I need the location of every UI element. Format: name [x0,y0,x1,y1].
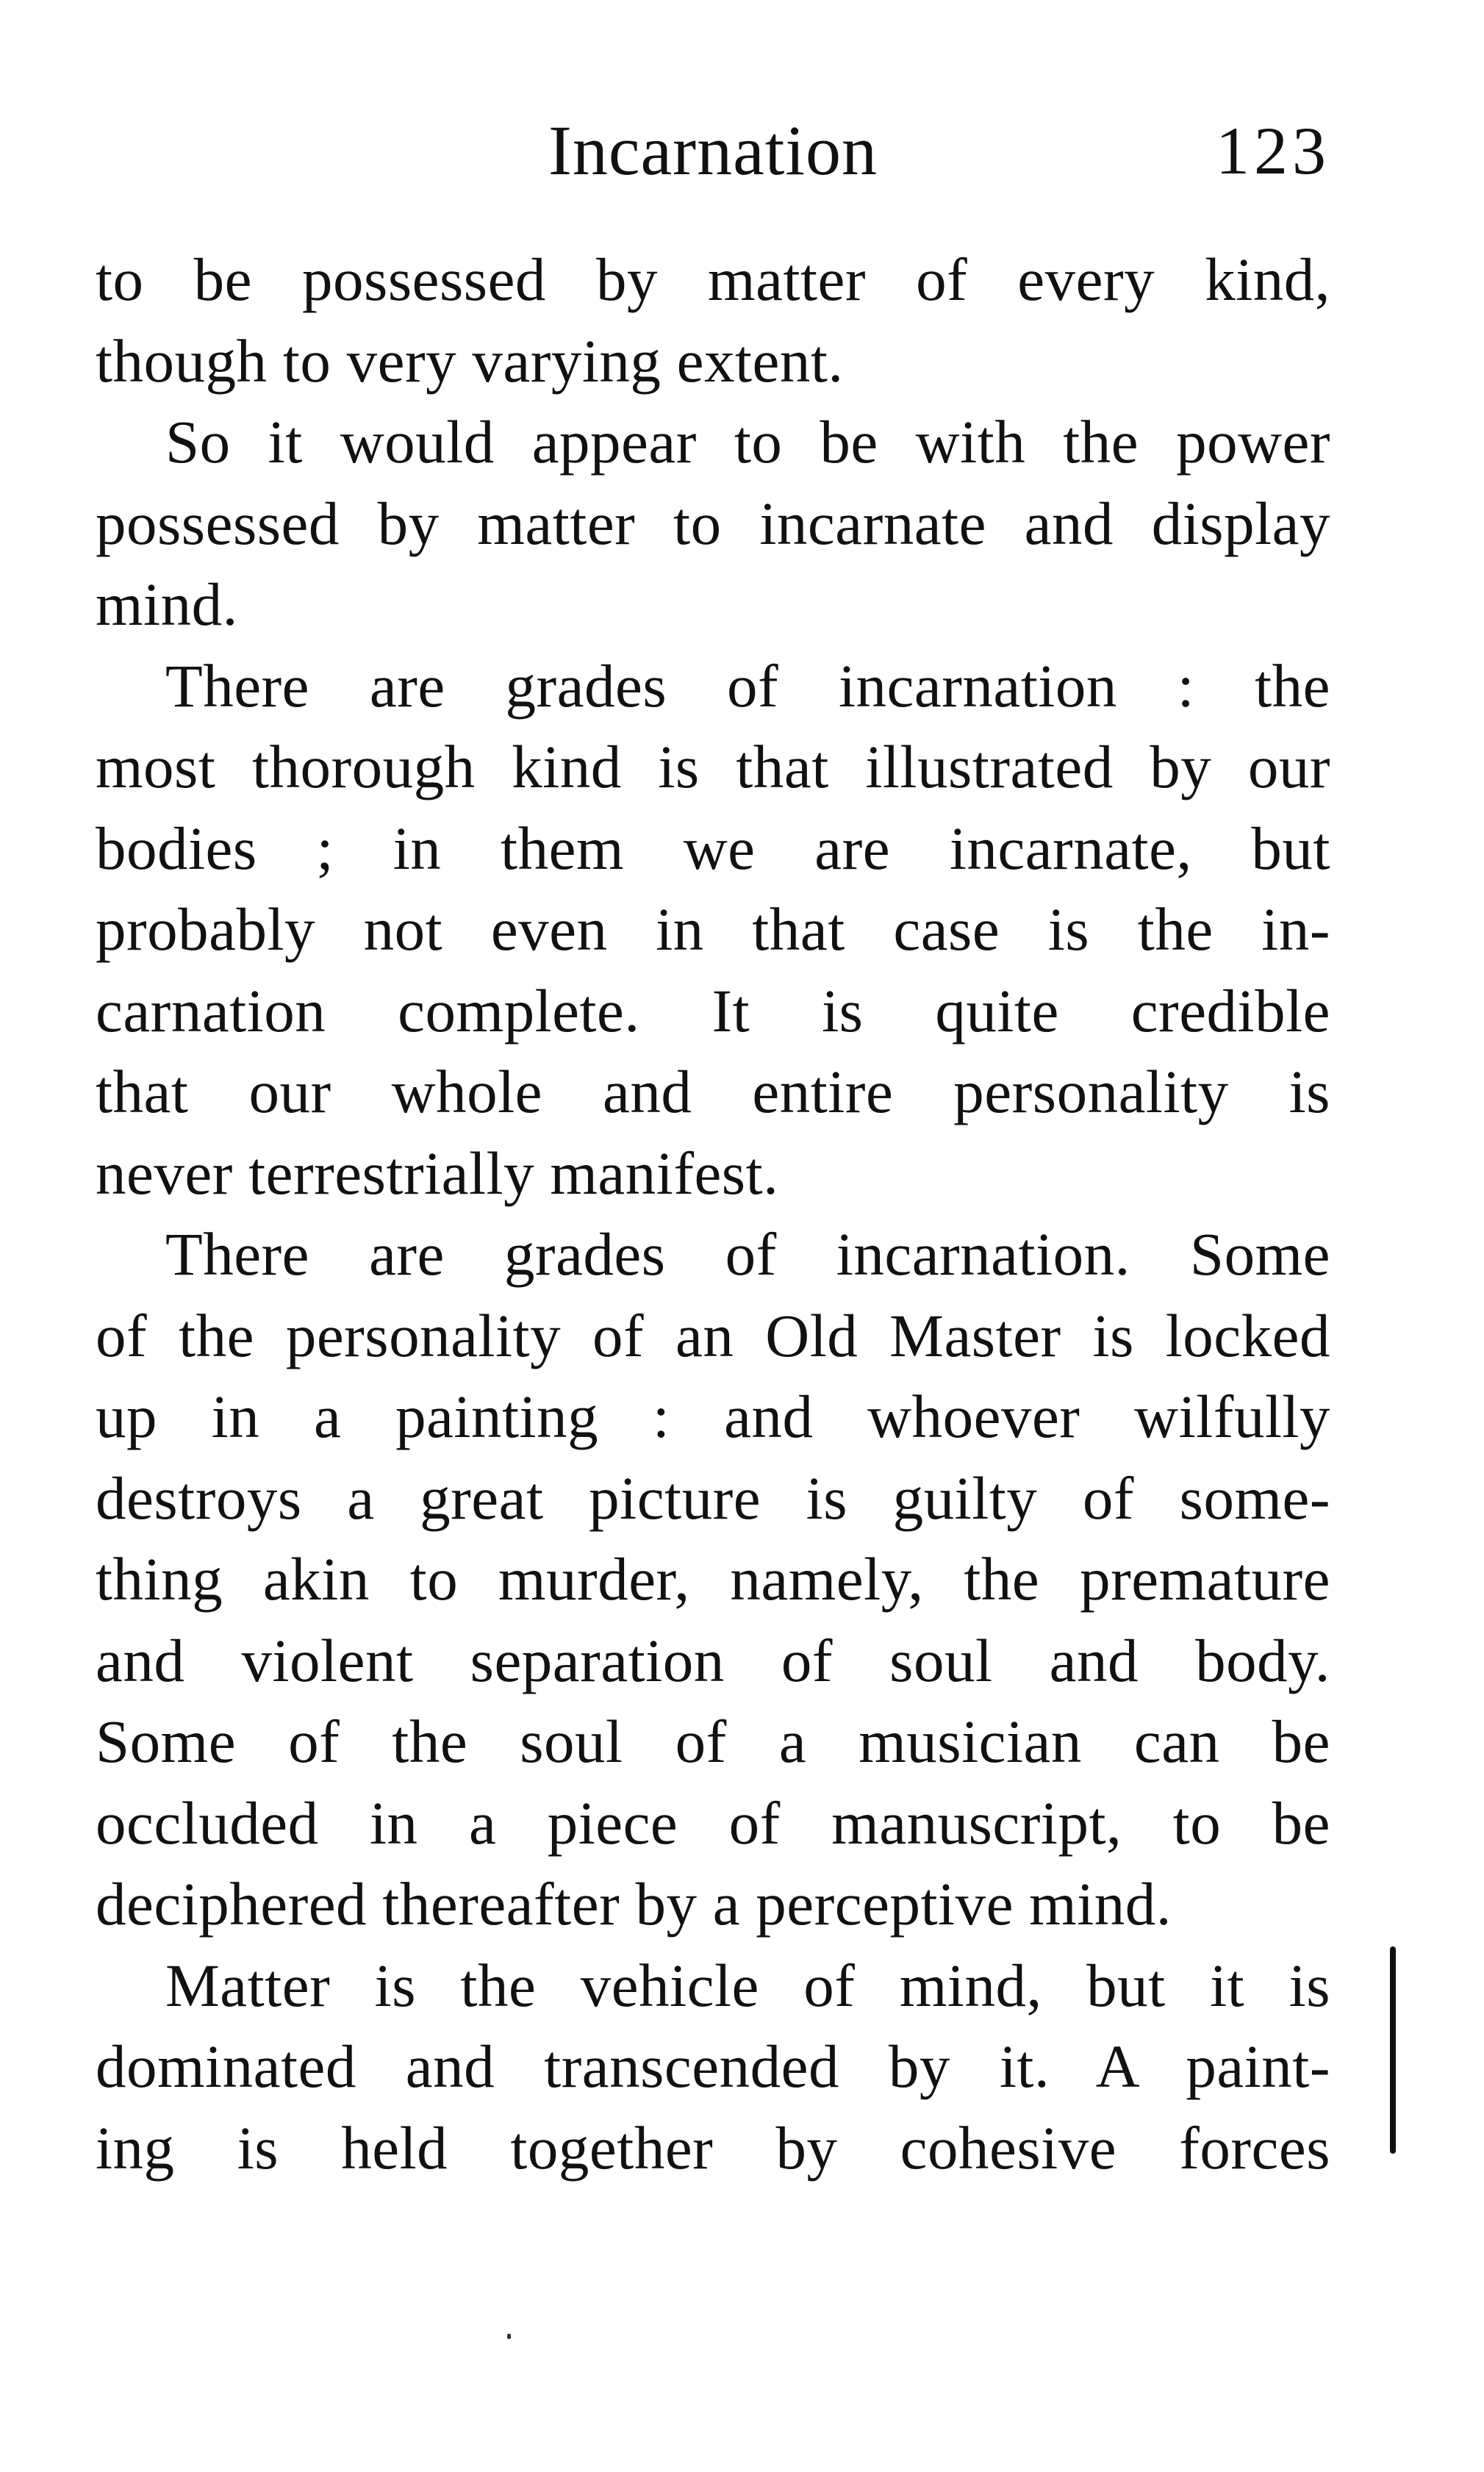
text-line: occluded in a piece of manuscript, to be [96,1788,1330,1857]
text-line: though to very varying extent. [96,326,844,395]
page-number: 123 [1216,113,1330,188]
text-line: bodies ; in them we are incarnate, but [96,814,1330,882]
body-text [96,239,1330,2188]
text-line: probably not even in that case is the in- [96,895,1330,963]
text-line: to be possessed by matter of every kind, [96,246,1330,313]
text-line: deciphered thereafter by a perceptive mind. [96,1870,1172,1938]
text-line: up in a painting : and whoever wilfully [96,1383,1330,1450]
text-line: Some of the soul of a musician can be [96,1708,1330,1775]
margin-mark [1390,1946,1396,2154]
text-line: possessed by matter to incarnate and display [96,489,1330,557]
text-line: of the personality of an Old Master is locked [96,1301,1330,1369]
text-line: mind. [96,570,238,638]
text-line: most thorough kind is that illustrated by our [96,733,1330,800]
text-line: carnation complete. It is quite credible [96,976,1330,1045]
text-line: There are grades of incarnation. Some [165,1220,1330,1288]
text-line: dominated and transcended by it. A paint- [96,2032,1330,2100]
page-title: Incarnation [548,111,878,190]
text-line: There are grades of incarnation : the [165,651,1330,720]
ink-speck [507,2334,511,2339]
text-line: So it would appear to be with the power [165,408,1330,476]
text-line: and violent separation of soul and body. [96,1626,1330,1694]
text-line: thing akin to murder, namely, the premature [96,1545,1330,1613]
text-line: that our whole and entire personality is [96,1058,1330,1125]
running-head [96,103,1330,198]
text-line: ing is held together by cohesive forces [96,2113,1330,2182]
text-line: never terrestrially manifest. [96,1139,779,1207]
text-line: destroys a great picture is guilty of some- [96,1464,1330,1532]
text-line: Matter is the vehicle of mind, but it is [165,1951,1330,2019]
